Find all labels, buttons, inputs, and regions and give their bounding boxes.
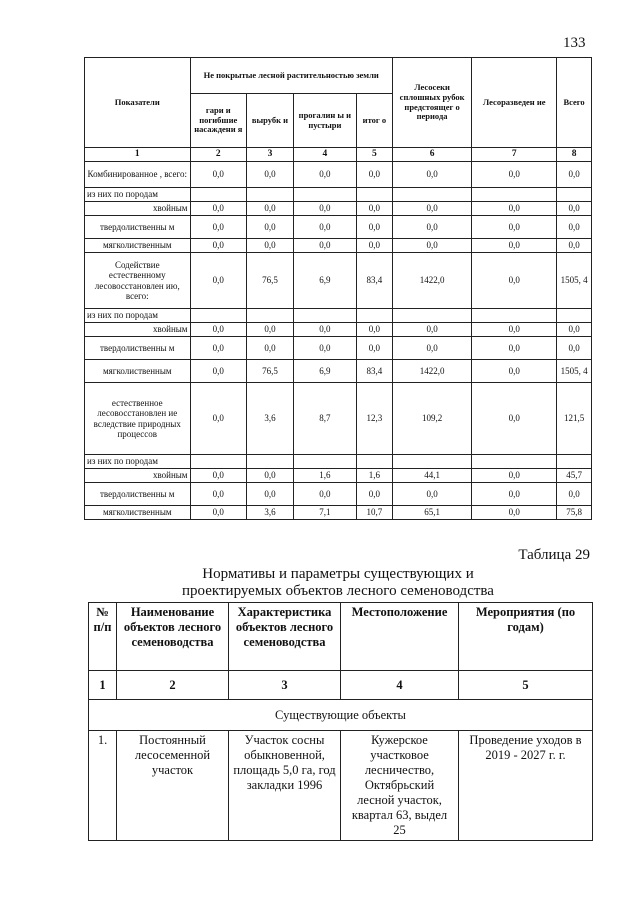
table-29-label: Таблица 29: [518, 547, 590, 563]
header-cutting: Лесосеки сплошных рубок предстоящег о периода: [392, 58, 471, 148]
value-cell: 121,5: [557, 383, 592, 455]
value-cell: 0,0: [557, 239, 592, 253]
value-cell: 1,6: [293, 469, 356, 483]
value-cell: 0,0: [247, 469, 294, 483]
value-cell: 0,0: [472, 469, 557, 483]
row-label: из них по породам: [85, 188, 191, 202]
value-cell: 45,7: [557, 469, 592, 483]
seed-objects-table: [88, 602, 593, 841]
value-cell: 83,4: [356, 253, 392, 309]
value-cell: 0,0: [356, 162, 392, 188]
value-cell: 0,0: [472, 253, 557, 309]
value-cell: 0,0: [190, 360, 247, 383]
row-label: Комбинированное , всего:: [85, 162, 191, 188]
value-cell: 0,0: [472, 323, 557, 337]
value-cell: 0,0: [356, 323, 392, 337]
value-cell: 0,0: [557, 162, 592, 188]
table-row: [85, 309, 592, 323]
value-cell: 0,0: [190, 506, 247, 520]
value-cell: 8,7: [293, 383, 356, 455]
value-cell: [247, 188, 294, 202]
value-cell: 0,0: [293, 483, 356, 506]
value-cell: 83,4: [356, 360, 392, 383]
header-not-covered: Не покрытые лесной растительностью земли: [190, 58, 392, 94]
value-cell: 6,9: [293, 360, 356, 383]
page-number: 133: [563, 35, 586, 51]
row-label: твердолиственны м: [85, 337, 191, 360]
value-cell: [356, 188, 392, 202]
value-cell: 0,0: [293, 162, 356, 188]
value-cell: 0,0: [392, 162, 471, 188]
table-29-title-line2: проектируемых объектов лесного семеноводства: [182, 583, 494, 599]
value-cell: 0,0: [392, 239, 471, 253]
row-label: хвойным: [85, 323, 191, 337]
value-cell: 0,0: [472, 337, 557, 360]
value-cell: [247, 455, 294, 469]
value-cell: 0,0: [472, 383, 557, 455]
value-cell: [472, 188, 557, 202]
value-cell: 0,0: [392, 202, 471, 216]
value-cell: 0,0: [472, 202, 557, 216]
t29-header-name: Наименование объектов лесного семеноводства: [117, 603, 229, 671]
t29-row-location: Кужерское участковое лесничество, Октябрьский лесной участок, квартал 63, выдел 25: [341, 731, 459, 841]
value-cell: 6,9: [293, 253, 356, 309]
t29-row-name: Постоянный лесосеменной участок: [117, 731, 229, 841]
row-label: мягколиственным: [85, 506, 191, 520]
col-number: 4: [293, 148, 356, 162]
t29-row-activities: Проведение уходов в 2019 - 2027 г. г.: [459, 731, 593, 841]
value-cell: 0,0: [557, 216, 592, 239]
table-row: [85, 337, 592, 360]
value-cell: 0,0: [190, 202, 247, 216]
t29-header-num: № п/п: [89, 603, 117, 671]
t29-row-characteristic: Участок сосны обыкновенной, площадь 5,0 га, год закладки 1996: [229, 731, 341, 841]
value-cell: 0,0: [356, 239, 392, 253]
row-label: мягколиственным: [85, 239, 191, 253]
value-cell: 65,1: [392, 506, 471, 520]
value-cell: 0,0: [293, 239, 356, 253]
value-cell: [293, 309, 356, 323]
value-cell: [392, 309, 471, 323]
value-cell: 0,0: [247, 239, 294, 253]
value-cell: 0,0: [247, 483, 294, 506]
value-cell: [190, 188, 247, 202]
value-cell: 12,3: [356, 383, 392, 455]
value-cell: [557, 188, 592, 202]
value-cell: [293, 188, 356, 202]
t29-col-number: 5: [459, 671, 593, 700]
col-number: 6: [392, 148, 471, 162]
forest-restoration-table: [84, 57, 592, 520]
t29-col-number: 1: [89, 671, 117, 700]
value-cell: 75,8: [557, 506, 592, 520]
header-total-sub: итог о: [356, 94, 392, 148]
value-cell: [190, 455, 247, 469]
table-row: [85, 216, 592, 239]
value-cell: 0,0: [472, 239, 557, 253]
value-cell: 0,0: [557, 202, 592, 216]
value-cell: 0,0: [557, 323, 592, 337]
table-row: [85, 483, 592, 506]
row-label: хвойным: [85, 202, 191, 216]
value-cell: 0,0: [190, 216, 247, 239]
value-cell: 1505, 4: [557, 253, 592, 309]
value-cell: [557, 309, 592, 323]
value-cell: [557, 455, 592, 469]
value-cell: 0,0: [392, 323, 471, 337]
value-cell: 0,0: [557, 483, 592, 506]
table-row: [85, 323, 592, 337]
value-cell: [293, 455, 356, 469]
header-clearings: вырубк и: [247, 94, 294, 148]
row-label: мягколиственным: [85, 360, 191, 383]
header-burned: гари и погибшие насаждени я: [190, 94, 247, 148]
table-row: [85, 202, 592, 216]
col-number: 7: [472, 148, 557, 162]
t29-col-number: 4: [341, 671, 459, 700]
row-label: из них по породам: [85, 309, 191, 323]
value-cell: 0,0: [247, 216, 294, 239]
t29-header-location: Местоположение: [341, 603, 459, 671]
t29-col-number: 3: [229, 671, 341, 700]
value-cell: 1422,0: [392, 360, 471, 383]
value-cell: 0,0: [293, 216, 356, 239]
col-number: 2: [190, 148, 247, 162]
value-cell: 3,6: [247, 506, 294, 520]
header-indicators: Показатели: [85, 58, 191, 148]
value-cell: 0,0: [392, 337, 471, 360]
value-cell: 0,0: [472, 162, 557, 188]
row-label: из них по породам: [85, 455, 191, 469]
t29-header-activities: Мероприятия (по годам): [459, 603, 593, 671]
value-cell: 0,0: [356, 483, 392, 506]
value-cell: [392, 455, 471, 469]
row-label: естественное лесовосстановлен ие вследствие природных процессов: [85, 383, 191, 455]
value-cell: [472, 455, 557, 469]
value-cell: 3,6: [247, 383, 294, 455]
value-cell: [247, 309, 294, 323]
table-row: [85, 253, 592, 309]
table-row: [85, 455, 592, 469]
table-29-title: [84, 566, 592, 600]
value-cell: 0,0: [392, 483, 471, 506]
value-cell: 1,6: [356, 469, 392, 483]
value-cell: 0,0: [356, 216, 392, 239]
value-cell: 0,0: [190, 469, 247, 483]
value-cell: 0,0: [472, 483, 557, 506]
value-cell: 0,0: [190, 483, 247, 506]
value-cell: 109,2: [392, 383, 471, 455]
value-cell: 0,0: [392, 216, 471, 239]
value-cell: 1505, 4: [557, 360, 592, 383]
value-cell: 76,5: [247, 253, 294, 309]
table-row: [85, 383, 592, 455]
value-cell: 10,7: [356, 506, 392, 520]
value-cell: 0,0: [190, 253, 247, 309]
value-cell: [356, 455, 392, 469]
header-total: Всего: [557, 58, 592, 148]
value-cell: 0,0: [247, 323, 294, 337]
value-cell: 0,0: [356, 202, 392, 216]
table-row: [85, 239, 592, 253]
value-cell: 0,0: [247, 337, 294, 360]
table-row: [85, 188, 592, 202]
row-label: Содействие естественному лесовосстановлен ию, всего:: [85, 253, 191, 309]
table-row: [85, 360, 592, 383]
value-cell: [472, 309, 557, 323]
t29-section-existing: Существующие объекты: [89, 700, 593, 731]
value-cell: 0,0: [293, 337, 356, 360]
row-label: твердолиственны м: [85, 483, 191, 506]
value-cell: 0,0: [293, 323, 356, 337]
header-glades: прогалин ы и пустыри: [293, 94, 356, 148]
t29-col-number: 2: [117, 671, 229, 700]
col-number: 3: [247, 148, 294, 162]
col-number: 8: [557, 148, 592, 162]
value-cell: 0,0: [190, 383, 247, 455]
value-cell: 0,0: [190, 162, 247, 188]
table-row: [85, 162, 592, 188]
t29-header-characteristic: Характеристика объектов лесного семеноводства: [229, 603, 341, 671]
value-cell: 0,0: [472, 506, 557, 520]
value-cell: 0,0: [472, 216, 557, 239]
table-row: [85, 469, 592, 483]
t29-row-num: 1.: [89, 731, 117, 841]
value-cell: 7,1: [293, 506, 356, 520]
header-afforestation: Лесоразведен ие: [472, 58, 557, 148]
value-cell: 76,5: [247, 360, 294, 383]
row-label: хвойным: [85, 469, 191, 483]
value-cell: 0,0: [557, 337, 592, 360]
table-29-title-line1: Нормативы и параметры существующих и: [202, 566, 474, 582]
value-cell: [190, 309, 247, 323]
value-cell: 0,0: [190, 337, 247, 360]
value-cell: 44,1: [392, 469, 471, 483]
value-cell: 0,0: [293, 202, 356, 216]
value-cell: 1422,0: [392, 253, 471, 309]
value-cell: [356, 309, 392, 323]
value-cell: 0,0: [190, 323, 247, 337]
col-number: 1: [85, 148, 191, 162]
value-cell: 0,0: [472, 360, 557, 383]
value-cell: 0,0: [247, 162, 294, 188]
value-cell: 0,0: [190, 239, 247, 253]
col-number: 5: [356, 148, 392, 162]
value-cell: 0,0: [356, 337, 392, 360]
table-row: [85, 506, 592, 520]
value-cell: 0,0: [247, 202, 294, 216]
row-label: твердолиственны м: [85, 216, 191, 239]
value-cell: [392, 188, 471, 202]
